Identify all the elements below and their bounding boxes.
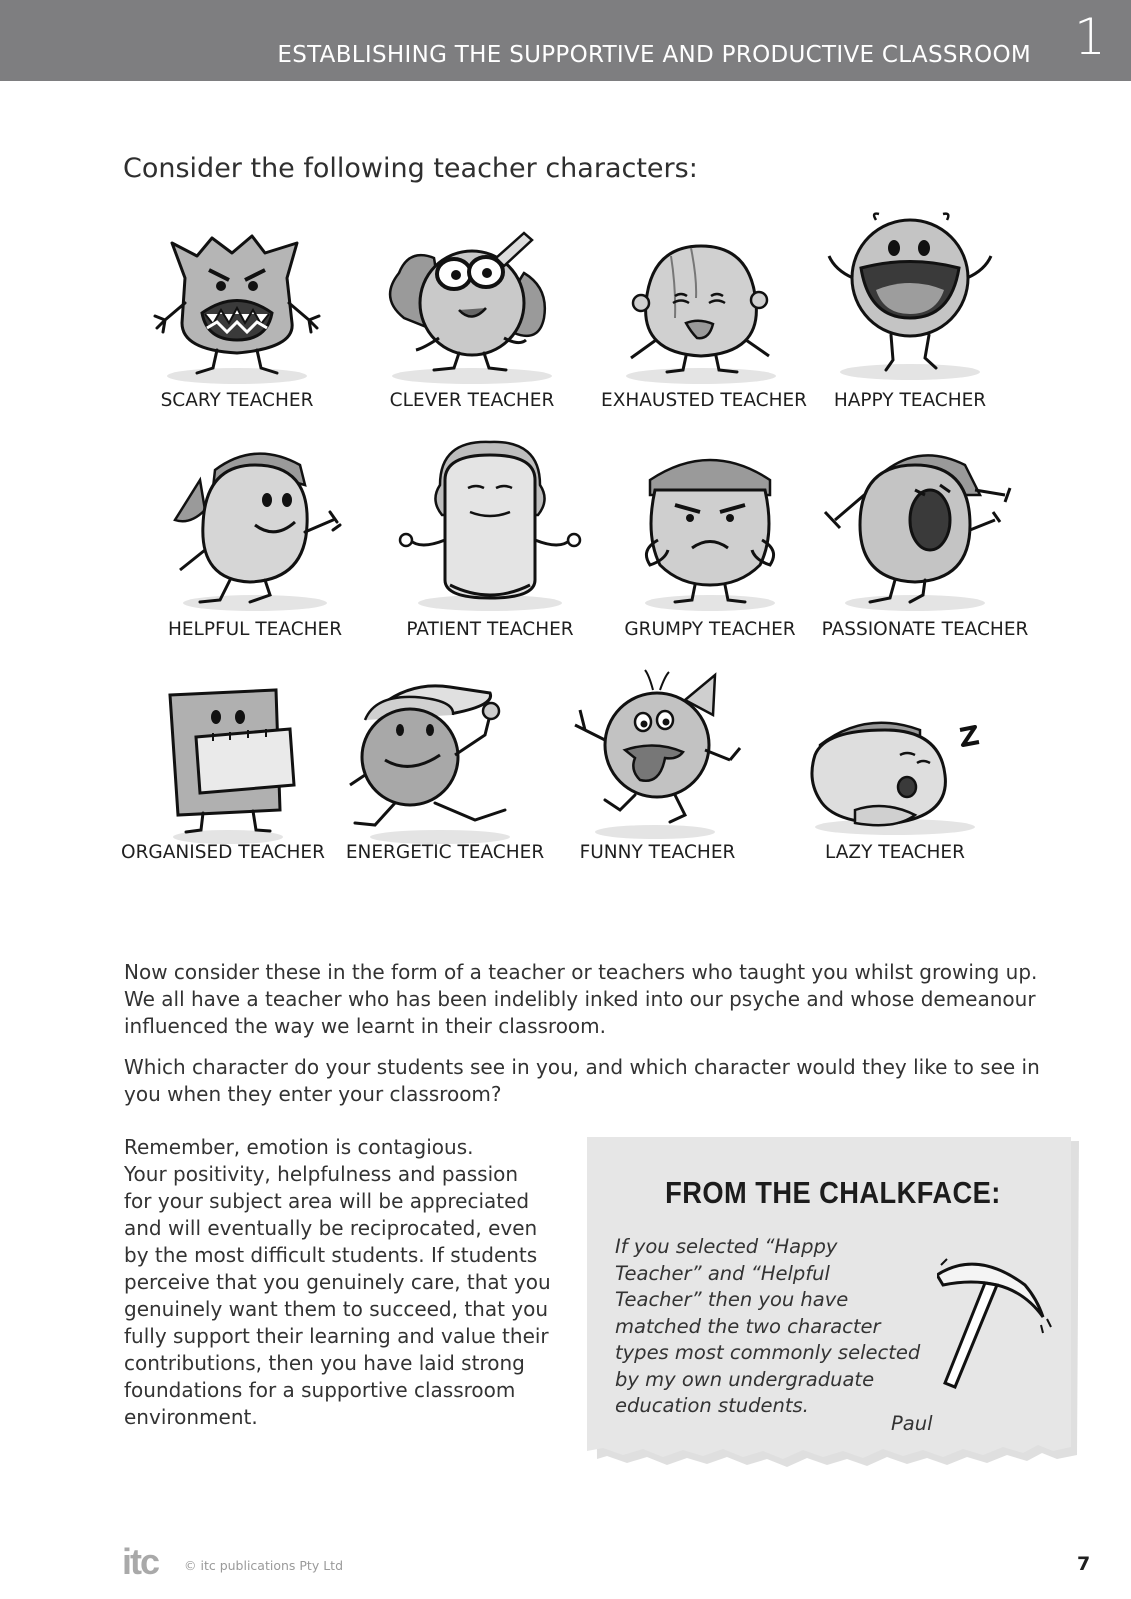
body-paragraph-2: Which character do your students see in you, and which character would they like to see in you when they enter your classroom? [124, 1055, 1040, 1106]
character-label: CLEVER TEACHER [389, 390, 555, 411]
passionate-teacher-icon [815, 440, 1035, 615]
character-passionate [815, 440, 1035, 650]
pickaxe-icon [937, 1247, 1057, 1397]
page-number: 7 [1077, 1553, 1091, 1575]
chalkface-author: Paul [891, 1412, 933, 1435]
chalkface-title: FROM THE CHALKFACE: [665, 1175, 1001, 1210]
character-patient [390, 440, 590, 650]
scary-teacher-icon [147, 228, 327, 388]
character-organised [118, 685, 328, 885]
chapter-header [0, 0, 1131, 81]
intro-heading: Consider the following teacher characters: [123, 153, 698, 184]
helpful-teacher-icon [155, 440, 355, 615]
grumpy-teacher-icon [620, 440, 800, 615]
character-label: PATIENT TEACHER [406, 619, 574, 640]
character-label: PASSIONATE TEACHER [821, 619, 1029, 640]
character-label: ORGANISED TEACHER [121, 842, 325, 863]
body-paragraph-3: Remember, emotion is contagious. Your positivity, helpfulness and passion for your subject area will be appreciated and will eventually be reciprocated, even by the most difficult students. If students perceive that you genuinely care, that you genuinely want them to succeed, that you fully support their learning and value their contributions, then you have laid strong foundations for a supportive classroom environment. [124, 1135, 551, 1429]
character-label: GRUMPY TEACHER [624, 619, 796, 640]
lazy-teacher-icon [795, 705, 995, 850]
body-paragraph-1: Now consider these in the form of a teacher or teachers who taught you whilst growing up. We all have a teacher who has been indelibly inked into our psyche and whose demeanour influenced the way we learnt in their classroom. [124, 960, 1038, 1038]
chapter-number: 1 [1074, 8, 1106, 66]
character-happy [821, 210, 999, 418]
energetic-teacher-icon [345, 675, 545, 850]
character-label: HELPFUL TEACHER [167, 619, 343, 640]
character-lazy [795, 705, 995, 885]
character-scary [147, 228, 327, 418]
character-label: HAPPY TEACHER [833, 390, 987, 411]
clever-teacher-icon [374, 228, 570, 388]
character-helpful [155, 440, 355, 650]
funny-teacher-icon [565, 670, 750, 850]
character-label: FUNNY TEACHER [579, 842, 736, 863]
character-label: ENERGETIC TEACHER [345, 842, 545, 863]
character-label: LAZY TEACHER [825, 842, 965, 863]
character-label: SCARY TEACHER [160, 390, 314, 411]
itc-logo: itc [122, 1541, 159, 1582]
chalkface-callout [587, 1137, 1079, 1477]
character-clever [374, 228, 570, 418]
character-grumpy [620, 440, 800, 650]
organised-teacher-icon [118, 685, 328, 850]
patient-teacher-icon [390, 440, 590, 615]
chapter-title: ESTABLISHING THE SUPPORTIVE AND PRODUCTIVE CLASSROOM [277, 42, 1031, 68]
happy-teacher-icon [821, 210, 999, 385]
character-label: EXHAUSTED TEACHER [601, 390, 808, 411]
exhausted-teacher-icon [601, 228, 801, 388]
character-funny [565, 670, 750, 885]
character-energetic [345, 675, 545, 885]
character-exhausted [601, 228, 808, 418]
chalkface-quote: If you selected “Happy Teacher” and “Helpful Teacher” then you have matched the two character types most commonly selected by my own undergraduate education students. [615, 1235, 921, 1417]
copyright-notice: © itc publications Pty Ltd [184, 1558, 344, 1573]
